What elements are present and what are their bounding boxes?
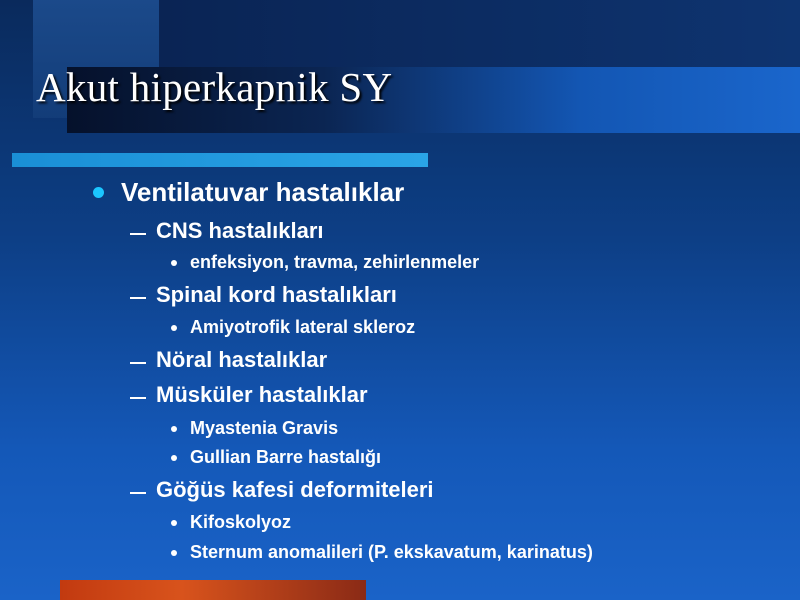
slide-title: Akut hiperkapnik SY [36, 64, 393, 110]
dash-icon [130, 492, 146, 494]
dash-icon [130, 297, 146, 299]
dash-icon [130, 397, 146, 399]
list-item: CNS hastalıkları [156, 218, 324, 243]
bullet-icon [171, 325, 177, 331]
list-item: Ventilatuvar hastalıklar [121, 177, 405, 207]
bullet-icon [171, 260, 177, 266]
dash-icon [130, 362, 146, 364]
list-item: Amiyotrofik lateral skleroz [190, 317, 416, 337]
list-item: enfeksiyon, travma, zehirlenmeler [190, 252, 480, 272]
list-item: Kifoskolyoz [190, 512, 292, 532]
bullet-icon [171, 550, 177, 556]
bullet-icon [93, 187, 104, 198]
list-item: Spinal kord hastalıkları [156, 282, 397, 307]
list-item: Müsküler hastalıklar [156, 382, 368, 407]
dash-icon [130, 233, 146, 235]
bullet-icon [171, 426, 177, 432]
list-item: Gullian Barre hastalığı [190, 447, 382, 467]
list-item: Göğüs kafesi deformiteleri [156, 477, 434, 502]
list-item: Myastenia Gravis [190, 418, 339, 438]
list-item: Sternum anomalileri (P. ekskavatum, karinatus) [190, 542, 593, 562]
bullet-icon [171, 520, 177, 526]
bullet-icon [171, 455, 177, 461]
list-item: Nöral hastalıklar [156, 347, 328, 372]
